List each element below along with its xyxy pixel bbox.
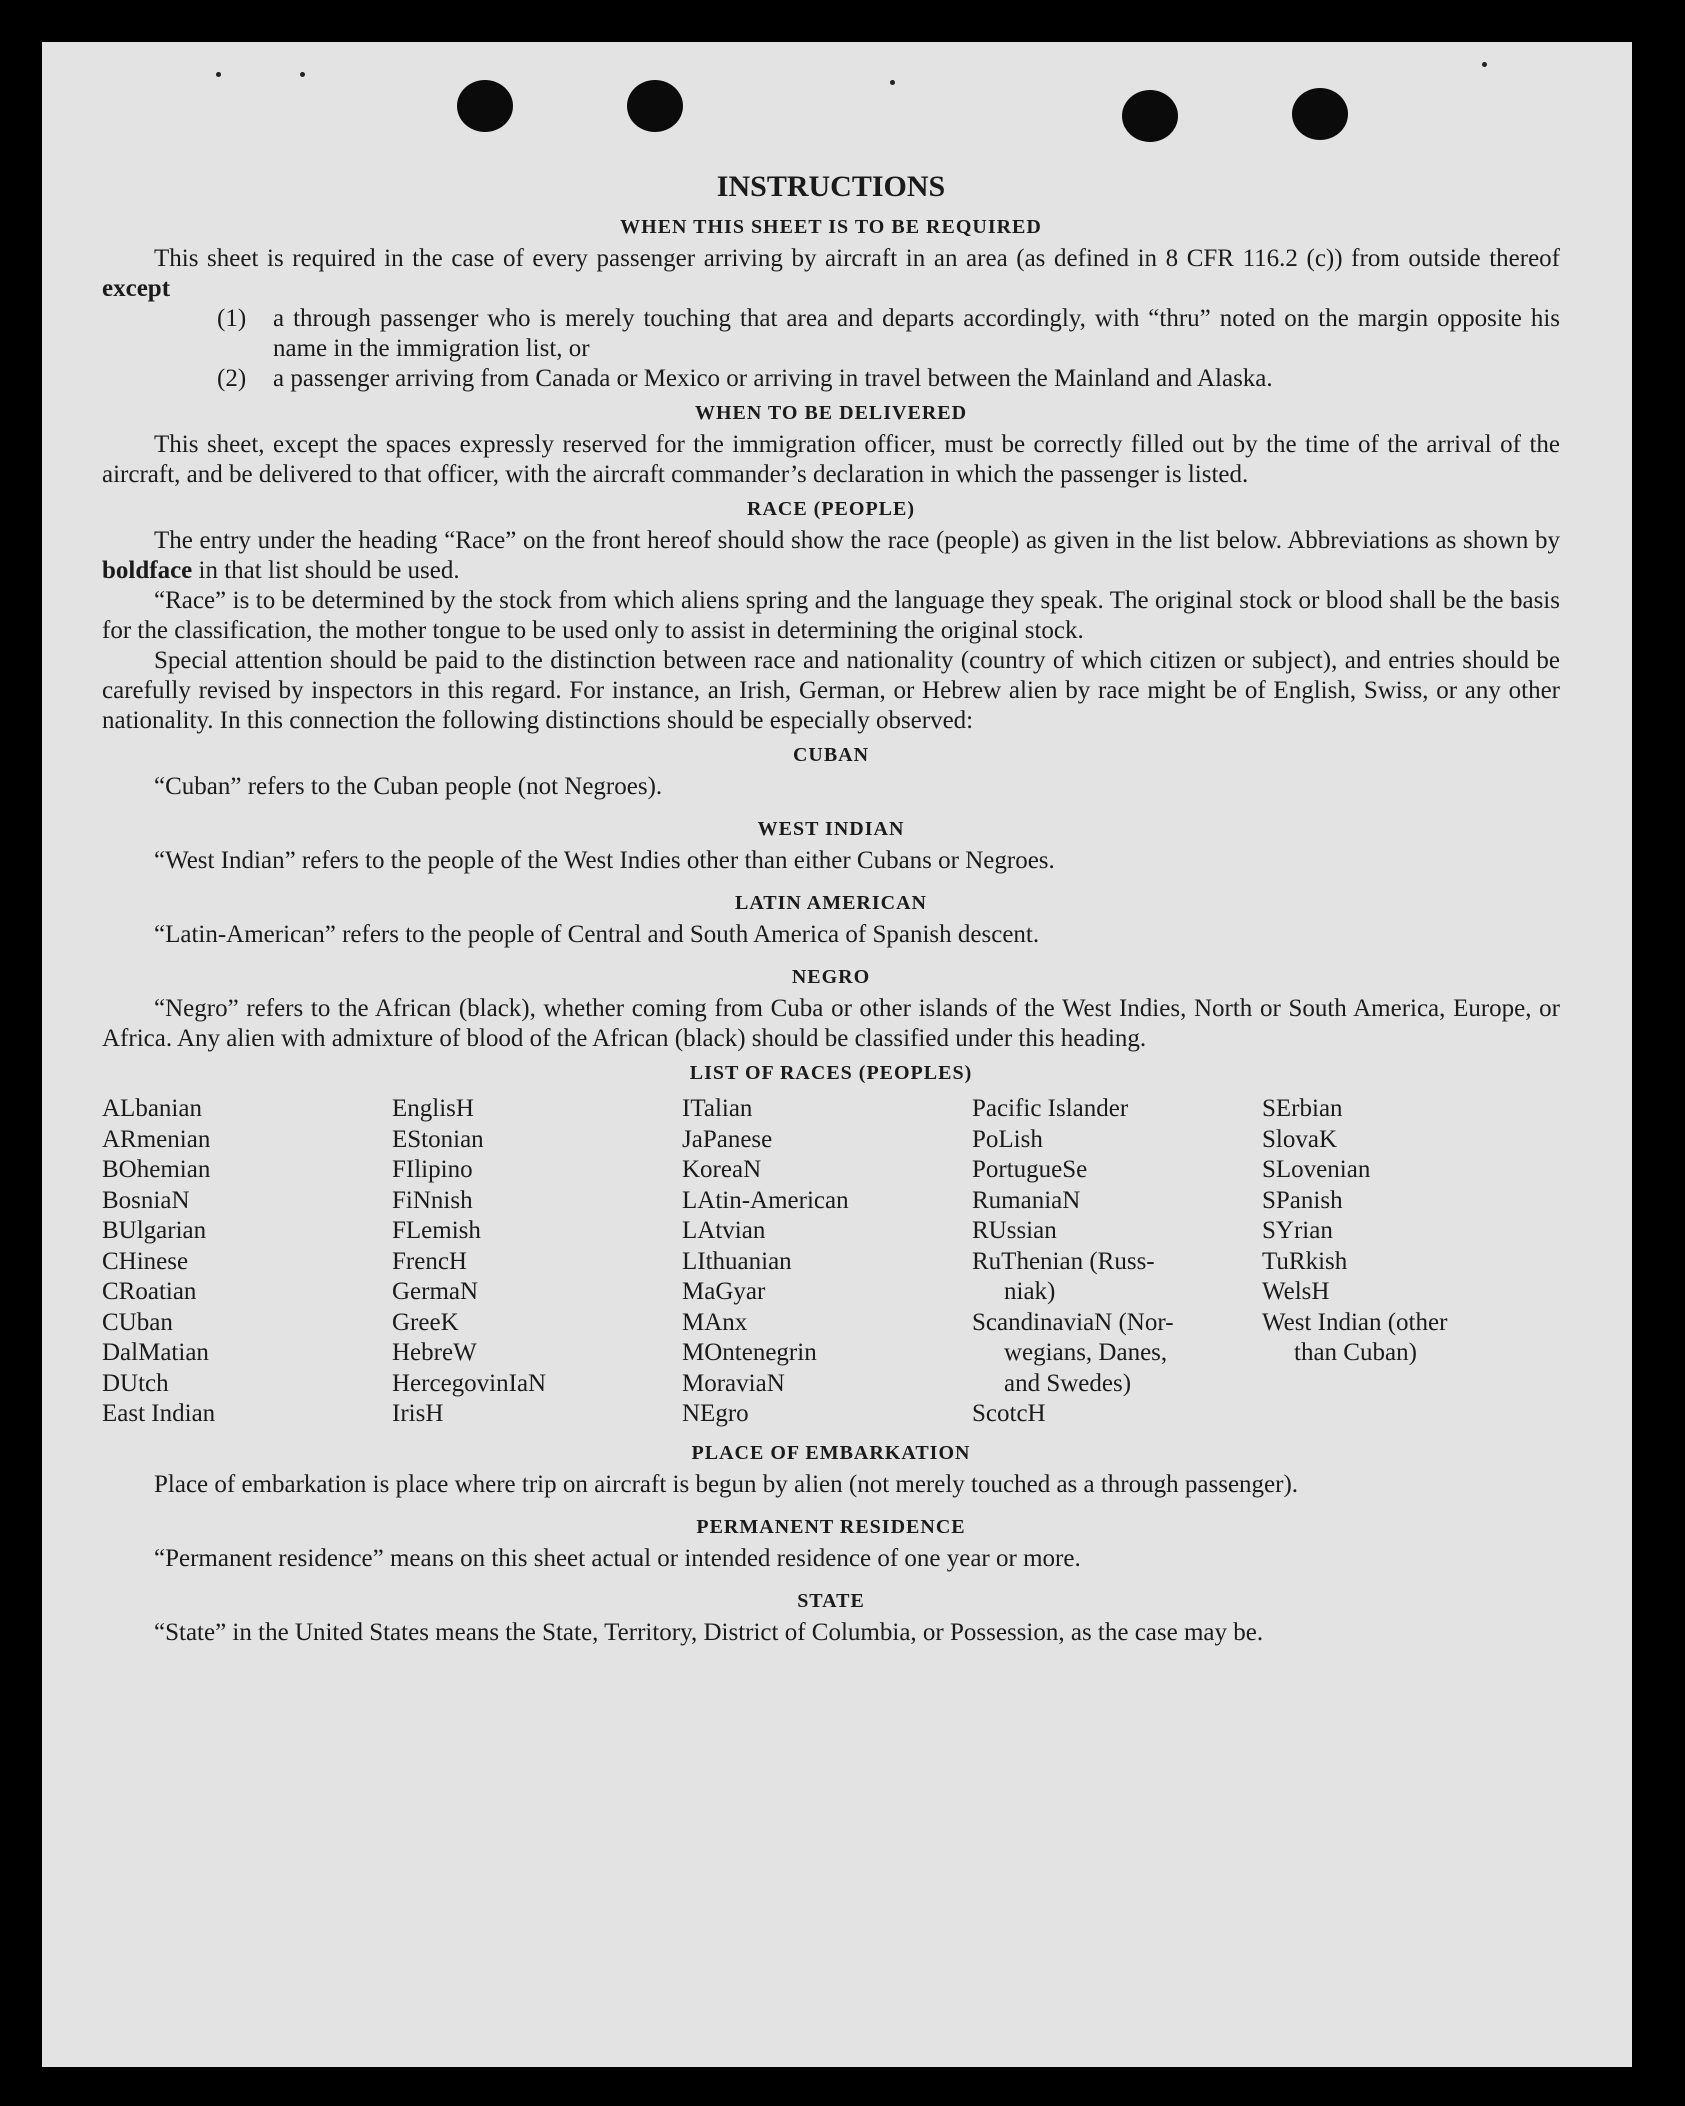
race-entry: SErbian bbox=[1262, 1095, 1343, 1122]
paragraph-race-1 bbox=[102, 526, 1560, 586]
race-entry: ITalian bbox=[682, 1095, 753, 1122]
race-entry: CUban bbox=[102, 1308, 173, 1336]
race-entry: CHinese bbox=[102, 1247, 189, 1275]
speck bbox=[1482, 62, 1487, 67]
race-entry: NEgro bbox=[682, 1400, 749, 1427]
race-entry: FIlipino bbox=[392, 1156, 473, 1183]
race-entry: RumaniaN bbox=[972, 1186, 1081, 1214]
race-entry: CRoatian bbox=[102, 1278, 197, 1305]
punch-hole bbox=[1122, 90, 1178, 142]
race-p1: The entry under the heading “Race” on the front hereof should show the race (people) as given in the list below. Abbreviations as shown by bbox=[154, 527, 1560, 554]
race-entry: SLovenian bbox=[1262, 1156, 1371, 1183]
race-entry: GermaN bbox=[392, 1278, 479, 1305]
race-entry: ScandinaviaN (Nor- bbox=[972, 1308, 1174, 1336]
document-page bbox=[42, 42, 1632, 2067]
heading-embarkation: PLACE OF EMBARKATION bbox=[691, 1441, 971, 1464]
race-entry: SPanish bbox=[1262, 1186, 1343, 1214]
item-text: a through passenger who is merely touching that area and departs accordingly, with “thru” noted on the margin opposite his name in the immigration list, or bbox=[273, 305, 1560, 362]
page-title: INSTRUCTIONS bbox=[716, 170, 946, 203]
race-entry: ScotcH bbox=[972, 1400, 1046, 1427]
punch-hole bbox=[627, 80, 683, 132]
race-entry: ARmenian bbox=[102, 1125, 211, 1153]
heading-negro: NEGRO bbox=[791, 966, 871, 988]
races-column bbox=[1262, 1094, 1552, 1430]
race-entry: LAtvian bbox=[682, 1217, 766, 1244]
races-column bbox=[682, 1094, 972, 1430]
race-entry: LAtin-American bbox=[682, 1186, 849, 1214]
race-entry: BUlgarian bbox=[102, 1217, 207, 1244]
paragraph-required bbox=[102, 244, 1560, 304]
race-p1-bold: boldface bbox=[102, 557, 193, 584]
list-item bbox=[217, 304, 1560, 364]
race-entry: ALbanian bbox=[102, 1095, 202, 1122]
race-p1-end: in that list should be used. bbox=[198, 557, 460, 584]
race-entry: TuRkish bbox=[1262, 1247, 1348, 1275]
races-column bbox=[102, 1094, 392, 1430]
paragraph-negro: “Negro” refers to the African (black), whether coming from Cuba or other islands of the West Indies, North or South America, Europe, or Africa. Any alien with admixture of blood of the African (black) should be classified under this heading. bbox=[102, 995, 1560, 1052]
race-entry: RuThenian (Russ- bbox=[972, 1247, 1155, 1275]
race-entry: PoLish bbox=[972, 1125, 1043, 1153]
race-entry: and Swedes) bbox=[1004, 1369, 1132, 1397]
race-entry: Pacific Islander bbox=[972, 1095, 1129, 1122]
paragraph-latin-american: “Latin-American” refers to the people of Central and South America of Spanish descent. bbox=[154, 921, 1040, 948]
races-column bbox=[392, 1094, 682, 1430]
race-entry: DalMatian bbox=[102, 1339, 209, 1366]
race-entry: West Indian (other bbox=[1262, 1308, 1448, 1336]
paragraph-west-indian: “West Indian” refers to the people of the West Indies other than either Cubans or Negroes. bbox=[154, 847, 1055, 874]
punch-hole bbox=[1292, 88, 1348, 140]
punch-hole bbox=[457, 80, 513, 132]
race-entry: SYrian bbox=[1262, 1217, 1333, 1244]
speck bbox=[216, 72, 221, 77]
paragraph-residence: “Permanent residence” means on this sheet actual or intended residence of one year or more. bbox=[154, 1544, 1081, 1572]
race-entry: EnglisH bbox=[392, 1095, 474, 1122]
paragraph-embarkation: Place of embarkation is place where trip on aircraft is begun by alien (not merely touched as a through passenger). bbox=[154, 1470, 1299, 1498]
race-entry: SlovaK bbox=[1262, 1125, 1337, 1153]
required-intro: This sheet is required in the case of every passenger arriving by aircraft in an area (as defined in 8 CFR 116.2 (c)) from outside thereof bbox=[154, 245, 1560, 272]
speck bbox=[890, 80, 895, 85]
heading-residence: PERMANENT RESIDENCE bbox=[696, 1515, 966, 1538]
race-entry: GreeK bbox=[392, 1308, 459, 1336]
race-entry: FiNnish bbox=[392, 1186, 473, 1214]
heading-delivered: WHEN TO BE DELIVERED bbox=[694, 402, 968, 424]
speck bbox=[300, 72, 305, 77]
list-item bbox=[217, 364, 1560, 394]
race-entry: East Indian bbox=[102, 1400, 216, 1427]
race-entry: MAnx bbox=[682, 1308, 748, 1336]
paragraph-race-3: Special attention should be paid to the distinction between race and nationality (country of which citizen or subject), and entries should be carefully revised by inspectors in this regard. For instance, an Irish, German, or Hebrew alien by race might be of English, Swiss, or any other nationality. In this connection the following distinctions should be especially observed: bbox=[102, 647, 1560, 734]
race-entry: BosniaN bbox=[102, 1186, 190, 1214]
race-entry: FLemish bbox=[392, 1217, 481, 1244]
race-entry: BOhemian bbox=[102, 1156, 211, 1183]
item-text: a passenger arriving from Canada or Mexico or arriving in travel between the Mainland and Alaska. bbox=[273, 365, 1273, 392]
required-intro-bold: except bbox=[102, 275, 171, 302]
race-entry: JaPanese bbox=[682, 1125, 773, 1153]
race-entry: FrencH bbox=[392, 1247, 467, 1275]
races-list bbox=[102, 1094, 1560, 1430]
heading-list-of-races: LIST OF RACES (PEOPLES) bbox=[689, 1062, 973, 1084]
heading-latin-american: LATIN AMERICAN bbox=[735, 892, 927, 914]
paragraph-delivered: This sheet, except the spaces expressly reserved for the immigration officer, must be correctly filled out by the time of the arrival of the aircraft, and be delivered to that officer, with the aircraft commander’s declaration in which the passenger is listed. bbox=[102, 431, 1560, 488]
item-number: (1) bbox=[217, 305, 247, 332]
race-entry: RUssian bbox=[972, 1217, 1057, 1244]
race-entry: than Cuban) bbox=[1294, 1339, 1417, 1366]
race-entry: LIthuanian bbox=[682, 1247, 792, 1275]
race-entry: MoraviaN bbox=[682, 1369, 785, 1397]
heading-required: WHEN THIS SHEET IS TO BE REQUIRED bbox=[620, 216, 1042, 238]
race-entry: KoreaN bbox=[682, 1156, 762, 1183]
heading-cuban: CUBAN bbox=[792, 744, 870, 766]
paragraph-cuban: “Cuban” refers to the Cuban people (not Negroes). bbox=[154, 773, 663, 800]
race-entry: HebreW bbox=[392, 1339, 477, 1366]
item-number: (2) bbox=[217, 365, 247, 392]
race-entry: MOntenegrin bbox=[682, 1339, 817, 1366]
race-entry: EStonian bbox=[392, 1125, 484, 1153]
paragraph-race-2: “Race” is to be determined by the stock from which aliens spring and the language they speak. The original stock or blood shall be the basis for the classification, the mother tongue to be used only to assist in determining the original stock. bbox=[102, 587, 1560, 644]
race-entry: niak) bbox=[1004, 1278, 1056, 1305]
race-entry: DUtch bbox=[102, 1369, 169, 1397]
heading-west-indian: WEST INDIAN bbox=[757, 818, 905, 840]
heading-race: RACE (PEOPLE) bbox=[747, 498, 915, 520]
race-entry: IrisH bbox=[392, 1400, 444, 1427]
race-entry: PortugueSe bbox=[972, 1156, 1088, 1183]
races-column bbox=[972, 1094, 1262, 1430]
race-entry: wegians, Danes, bbox=[1004, 1339, 1168, 1366]
race-entry: HercegovinIaN bbox=[392, 1369, 547, 1397]
instructions-body bbox=[102, 170, 1560, 1648]
paragraph-state: “State” in the United States means the State, Territory, District of Columbia, or Possession, as the case may be. bbox=[154, 1618, 1264, 1646]
heading-state: STATE bbox=[797, 1589, 865, 1612]
race-entry: MaGyar bbox=[682, 1278, 766, 1305]
race-entry: WelsH bbox=[1262, 1278, 1330, 1305]
